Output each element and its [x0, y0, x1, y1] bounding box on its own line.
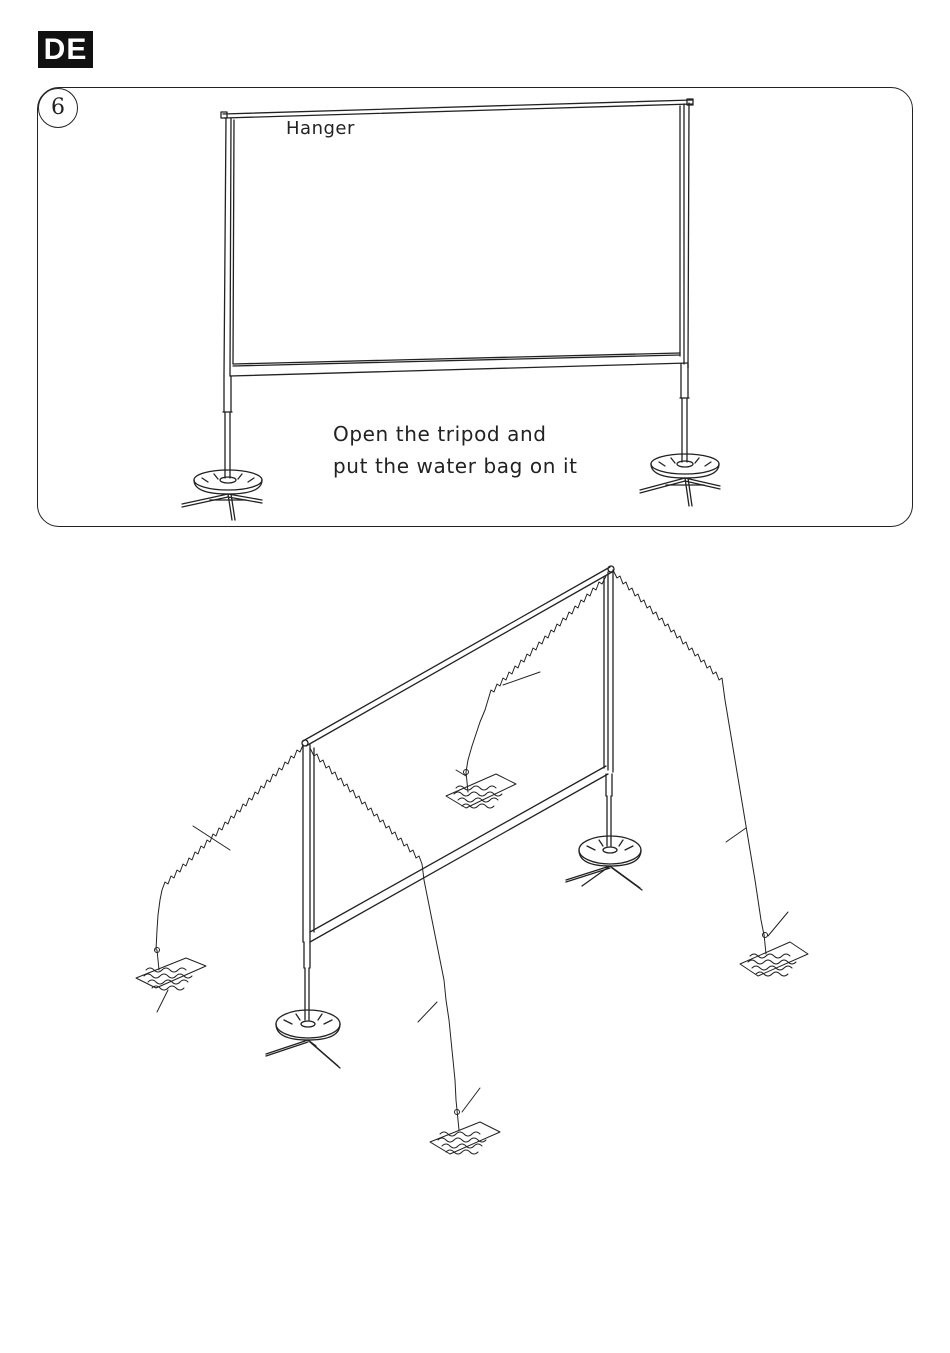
perspective-left-water-bag	[276, 1010, 340, 1040]
perspective-screen-frame	[303, 570, 613, 942]
perspective-right-tripod	[566, 866, 642, 890]
hanger-label: Hanger	[286, 118, 355, 139]
right-pole	[680, 364, 689, 462]
perspective-right-pole	[606, 774, 612, 846]
perspective-left-pole	[304, 942, 310, 1020]
rope-right-front	[466, 576, 606, 772]
ground-stake-center	[446, 770, 516, 809]
callout-lines	[157, 672, 788, 1112]
perspective-right-water-bag	[579, 836, 641, 866]
hanger-bar	[221, 99, 693, 118]
screen-frame	[224, 103, 689, 376]
rope-right-back	[613, 570, 764, 935]
ground-stake-bottom	[430, 1110, 500, 1155]
perspective-left-tripod	[266, 1040, 340, 1068]
rope-left-front	[156, 745, 303, 950]
guy-ropes	[156, 570, 764, 1110]
instruction-line-1: Open the tripod and	[333, 422, 547, 446]
right-tripod	[640, 478, 720, 506]
perspective-top-bar	[302, 566, 614, 746]
ground-stake-right	[740, 933, 808, 977]
bottom-screen-illustration	[136, 566, 808, 1154]
left-pole	[223, 376, 232, 478]
right-water-bag	[651, 454, 719, 478]
instruction-line-2: put the water bag on it	[333, 454, 578, 478]
left-tripod	[182, 494, 262, 520]
left-water-bag	[194, 470, 262, 494]
ground-stake-left	[136, 948, 206, 991]
language-badge: DE	[38, 31, 93, 68]
step-number: 6	[38, 88, 78, 128]
